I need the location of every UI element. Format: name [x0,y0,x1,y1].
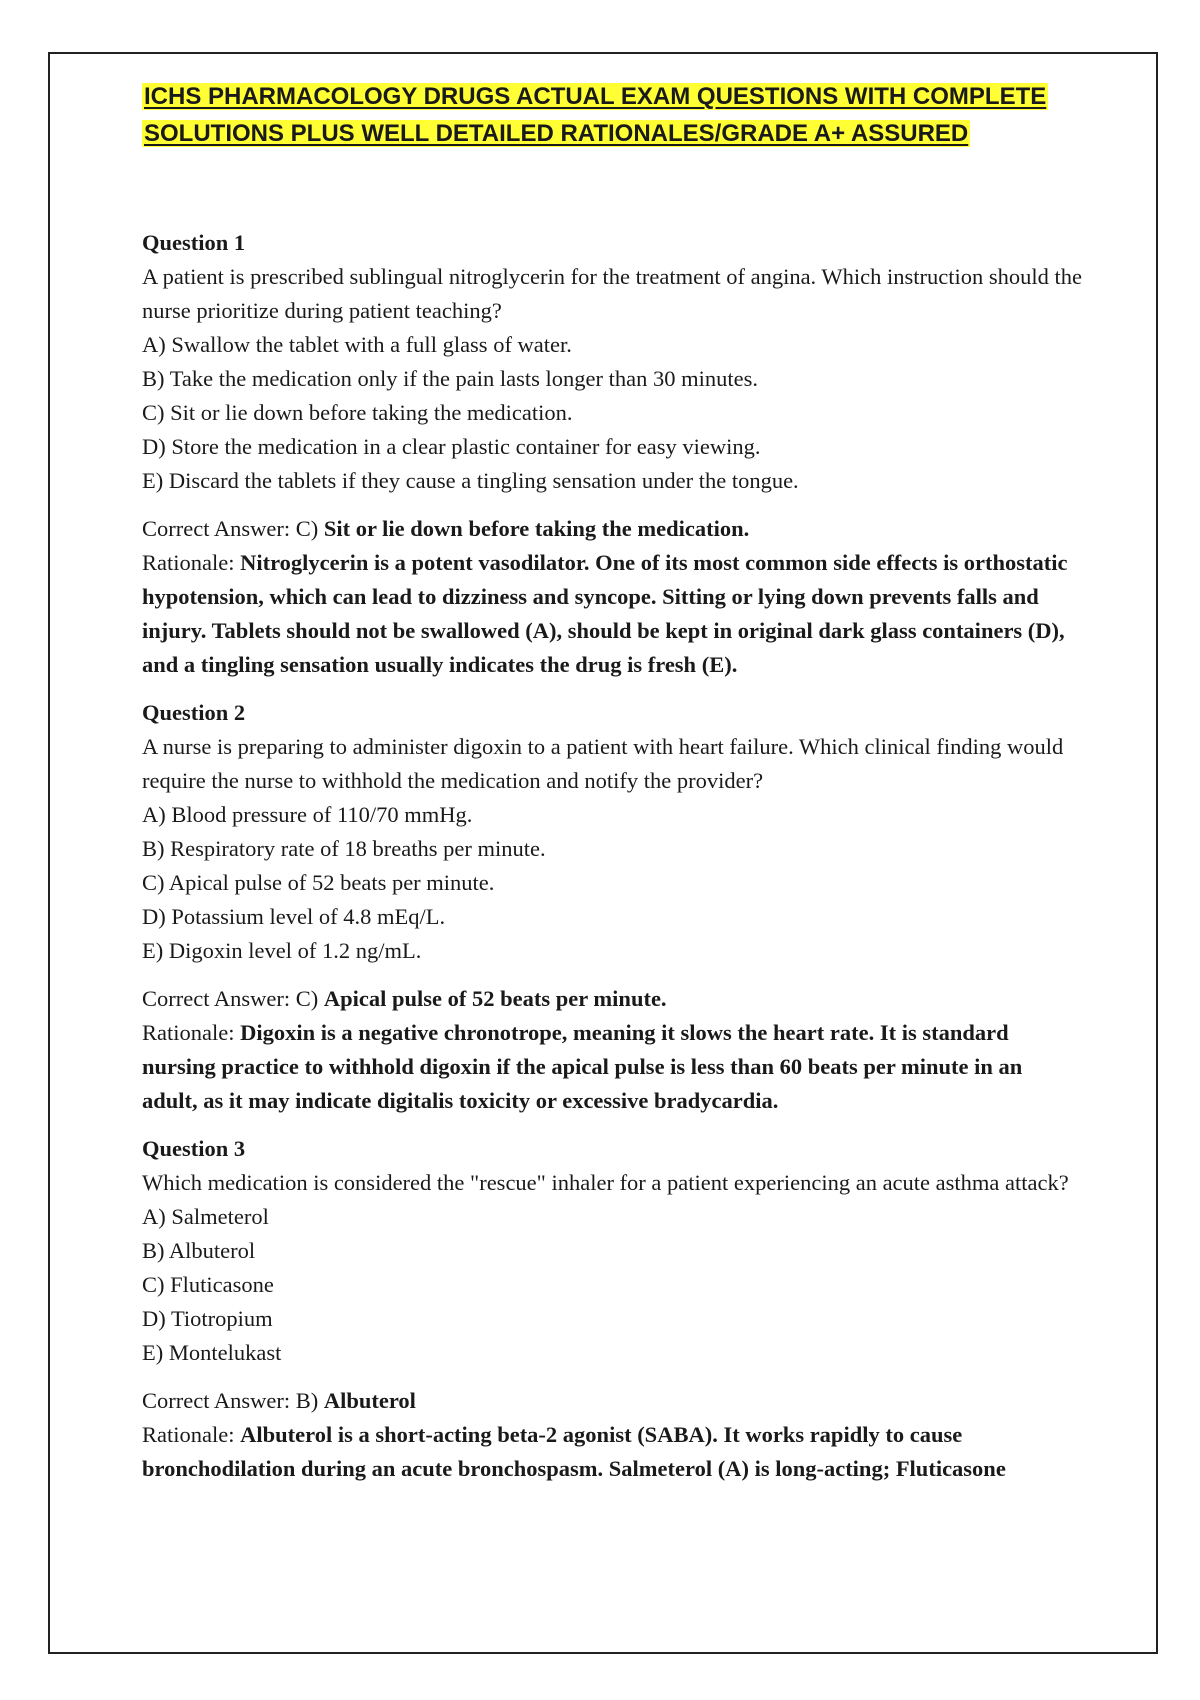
option-c: C) Fluticasone [142,1272,274,1297]
answer-prefix: Correct Answer: C) [142,986,319,1011]
rationale-prefix: Rationale: [142,1020,235,1045]
answer-block [142,1384,1082,1486]
option-b: B) Take the medication only if the pain lasts longer than 30 minutes. [142,366,759,391]
rationale-prefix: Rationale: [142,1422,235,1447]
question-3 [142,1132,1082,1486]
option-e: E) Discard the tablets if they cause a tingling sensation under the tongue. [142,468,799,493]
rationale-text: Digoxin is a negative chronotrope, meaning it slows the heart rate. It is standard nursing practice to withhold digoxin if the apical pulse is less than 60 beats per minute in an adult, as it may indicate digitalis toxicity or excessive bradycardia. [142,1020,1023,1113]
option-list [142,798,1082,968]
option-d: D) Tiotropium [142,1306,273,1331]
title-line-1: ICHS PHARMACOLOGY DRUGS ACTUAL EXAM QUESTIONS WITH COMPLETE [144,83,1047,110]
question-heading: Question 1 [142,230,246,255]
option-list [142,328,1082,498]
rationale-prefix: Rationale: [142,550,235,575]
question-heading: Question 2 [142,700,246,725]
correct-answer [142,1384,1082,1418]
answer-value: Sit or lie down before taking the medication. [323,516,750,541]
option-d: D) Store the medication in a clear plastic container for easy viewing. [142,434,761,459]
correct-answer [142,512,1082,546]
option-a: A) Salmeterol [142,1204,269,1229]
option-a: A) Blood pressure of 110/70 mmHg. [142,802,473,827]
answer-prefix: Correct Answer: B) [142,1388,319,1413]
question-2 [142,696,1082,1118]
answer-block [142,512,1082,682]
option-a: A) Swallow the tablet with a full glass of water. [142,332,572,357]
option-b: B) Respiratory rate of 18 breaths per minute. [142,836,546,861]
rationale [142,1418,1082,1486]
question-text: A patient is prescribed sublingual nitroglycerin for the treatment of angina. Which instruction should the nurse prioritize during patient teaching? [142,264,1082,323]
title-line-2: SOLUTIONS PLUS WELL DETAILED RATIONALES/GRADE A+ ASSURED [144,120,969,147]
correct-answer [142,982,1082,1016]
option-b: B) Albuterol [142,1238,256,1263]
rationale [142,1016,1082,1118]
document-title [142,78,1082,152]
rationale-text: Albuterol is a short-acting beta-2 agonist (SABA). It works rapidly to cause bronchodilation during an acute bronchospasm. Salmeterol (A) is long-acting; Fluticasone [142,1422,1006,1481]
answer-value: Apical pulse of 52 beats per minute. [323,986,667,1011]
question-text: A nurse is preparing to administer digoxin to a patient with heart failure. Which clinical finding would require the nurse to withhold the medication and notify the provider? [142,734,1064,793]
question-list [142,226,1082,1486]
answer-prefix: Correct Answer: C) [142,516,319,541]
answer-block [142,982,1082,1118]
question-text: Which medication is considered the "rescue" inhaler for a patient experiencing an acute asthma attack? [142,1170,1069,1195]
document-body [142,78,1082,1500]
rationale [142,546,1082,682]
question-1 [142,226,1082,682]
option-c: C) Sit or lie down before taking the medication. [142,400,573,425]
rationale-text: Nitroglycerin is a potent vasodilator. One of its most common side effects is orthostatic hypotension, which can lead to dizziness and syncope. Sitting or lying down prevents falls and injury. Tablets should not be swallowed (A), should be kept in original dark glass containers (D), and a tingling sensation usually indicates the drug is fresh (E). [142,550,1068,677]
option-e: E) Digoxin level of 1.2 ng/mL. [142,938,422,963]
option-c: C) Apical pulse of 52 beats per minute. [142,870,495,895]
option-e: E) Montelukast [142,1340,282,1365]
option-d: D) Potassium level of 4.8 mEq/L. [142,904,446,929]
answer-value: Albuterol [323,1388,416,1413]
option-list [142,1200,1082,1370]
question-heading: Question 3 [142,1136,246,1161]
